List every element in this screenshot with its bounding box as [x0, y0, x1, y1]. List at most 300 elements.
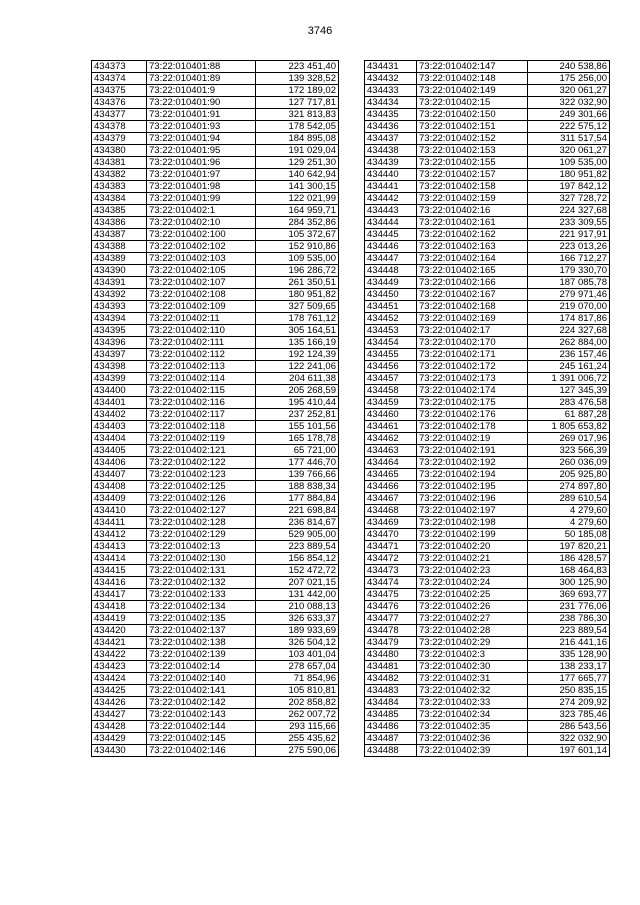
- cadastral-value-cell: 152 472,72: [256, 565, 339, 577]
- record-number-cell: 434383: [92, 181, 147, 193]
- cadastral-number-cell: 73:22:010402:27: [417, 613, 528, 625]
- record-number-cell: 434469: [365, 517, 417, 529]
- cadastral-value-cell: 196 286,72: [256, 265, 339, 277]
- cadastral-value-cell: 152 910,86: [256, 241, 339, 253]
- record-number-cell: 434393: [92, 301, 147, 313]
- record-number-cell: 434434: [365, 97, 417, 109]
- record-number-cell: 434391: [92, 277, 147, 289]
- cadastral-number-cell: 73:22:010402:118: [147, 421, 256, 433]
- cadastral-value-cell: 238 786,30: [528, 613, 610, 625]
- table-row: [365, 145, 610, 157]
- cadastral-number-cell: 73:22:010402:135: [147, 613, 256, 625]
- table-row: [365, 349, 610, 361]
- record-number-cell: 434465: [365, 469, 417, 481]
- record-number-cell: 434395: [92, 325, 147, 337]
- cadastral-number-cell: 73:22:010402:148: [417, 73, 528, 85]
- table-row: [92, 157, 339, 169]
- cadastral-value-cell: 236 157,46: [528, 349, 610, 361]
- table-row: [92, 505, 339, 517]
- cadastral-value-cell: 326 633,37: [256, 613, 339, 625]
- cadastral-number-cell: 73:22:010401:98: [147, 181, 256, 193]
- cadastral-number-cell: 73:22:010402:173: [417, 373, 528, 385]
- cadastral-number-cell: 73:22:010402:10: [147, 217, 256, 229]
- cadastral-number-cell: 73:22:010402:33: [417, 697, 528, 709]
- table-row: [365, 109, 610, 121]
- page-number: 3746: [307, 25, 333, 37]
- record-number-cell: 434412: [92, 529, 147, 541]
- cadastral-value-cell: 529 905,00: [256, 529, 339, 541]
- record-number-cell: 434389: [92, 253, 147, 265]
- table-row: [92, 637, 339, 649]
- table-row: [365, 481, 610, 493]
- record-number-cell: 434381: [92, 157, 147, 169]
- record-number-cell: 434386: [92, 217, 147, 229]
- cadastral-value-cell: 237 252,81: [256, 409, 339, 421]
- cadastral-value-cell: 223 013,26: [528, 241, 610, 253]
- table-row: [365, 577, 610, 589]
- cadastral-number-cell: 73:22:010402:192: [417, 457, 528, 469]
- record-number-cell: 434411: [92, 517, 147, 529]
- record-number-cell: 434373: [92, 61, 147, 73]
- cadastral-number-cell: 73:22:010402:130: [147, 553, 256, 565]
- cadastral-value-cell: 289 610,54: [528, 493, 610, 505]
- cadastral-value-cell: 139 328,52: [256, 73, 339, 85]
- record-number-cell: 434488: [365, 745, 417, 757]
- record-number-cell: 434406: [92, 457, 147, 469]
- table-row: [92, 361, 339, 373]
- record-number-cell: 434450: [365, 289, 417, 301]
- cadastral-number-cell: 73:22:010402:197: [417, 505, 528, 517]
- cadastral-value-cell: 327 509,65: [256, 301, 339, 313]
- table-row: [92, 469, 339, 481]
- cadastral-value-cell: 192 124,39: [256, 349, 339, 361]
- table-row: [365, 565, 610, 577]
- cadastral-number-cell: 73:22:010402:32: [417, 685, 528, 697]
- cadastral-number-cell: 73:22:010402:21: [417, 553, 528, 565]
- cadastral-number-cell: 73:22:010401:93: [147, 121, 256, 133]
- record-number-cell: 434425: [92, 685, 147, 697]
- cadastral-value-cell: 207 021,15: [256, 577, 339, 589]
- cadastral-value-cell: 261 350,51: [256, 277, 339, 289]
- table-row: [365, 613, 610, 625]
- record-number-cell: 434390: [92, 265, 147, 277]
- table-row: [365, 85, 610, 97]
- record-number-cell: 434432: [365, 73, 417, 85]
- cadastral-number-cell: 73:22:010402:125: [147, 481, 256, 493]
- record-number-cell: 434436: [365, 121, 417, 133]
- cadastral-number-cell: 73:22:010402:194: [417, 469, 528, 481]
- cadastral-value-cell: 177 665,77: [528, 673, 610, 685]
- cadastral-number-cell: 73:22:010401:90: [147, 97, 256, 109]
- cadastral-value-cell: 1 391 006,72: [528, 373, 610, 385]
- table-row: [92, 121, 339, 133]
- record-number-cell: 434449: [365, 277, 417, 289]
- cadastral-number-cell: 73:22:010402:109: [147, 301, 256, 313]
- cadastral-number-cell: 73:22:010402:1: [147, 205, 256, 217]
- record-number-cell: 434426: [92, 697, 147, 709]
- cadastral-number-cell: 73:22:010402:191: [417, 445, 528, 457]
- record-number-cell: 434388: [92, 241, 147, 253]
- record-number-cell: 434451: [365, 301, 417, 313]
- record-number-cell: 434376: [92, 97, 147, 109]
- cadastral-number-cell: 73:22:010402:167: [417, 289, 528, 301]
- table-row: [365, 373, 610, 385]
- cadastral-value-cell: 71 854,96: [256, 673, 339, 685]
- cadastral-number-cell: 73:22:010402:127: [147, 505, 256, 517]
- table-row: [92, 625, 339, 637]
- record-number-cell: 434399: [92, 373, 147, 385]
- record-number-cell: 434479: [365, 637, 417, 649]
- cadastral-number-cell: 73:22:010402:150: [417, 109, 528, 121]
- record-number-cell: 434374: [92, 73, 147, 85]
- cadastral-value-cell: 197 842,12: [528, 181, 610, 193]
- table-row: [365, 61, 610, 73]
- record-number-cell: 434440: [365, 169, 417, 181]
- cadastral-value-cell: 284 352,86: [256, 217, 339, 229]
- record-number-cell: 434437: [365, 133, 417, 145]
- table-row: [92, 193, 339, 205]
- table-row: [365, 637, 610, 649]
- cadastral-value-cell: 236 814,67: [256, 517, 339, 529]
- cadastral-number-cell: 73:22:010402:172: [417, 361, 528, 373]
- cadastral-number-cell: 73:22:010401:91: [147, 109, 256, 121]
- record-number-cell: 434453: [365, 325, 417, 337]
- table-row: [365, 133, 610, 145]
- cadastral-value-cell: 202 858,82: [256, 697, 339, 709]
- cadastral-number-cell: 73:22:010401:97: [147, 169, 256, 181]
- table-row: [92, 445, 339, 457]
- cadastral-number-cell: 73:22:010402:107: [147, 277, 256, 289]
- record-number-cell: 434384: [92, 193, 147, 205]
- record-number-cell: 434462: [365, 433, 417, 445]
- cadastral-value-cell: 293 115,66: [256, 721, 339, 733]
- cadastral-number-cell: 73:22:010402:13: [147, 541, 256, 553]
- table-row: [365, 517, 610, 529]
- cadastral-value-cell: 166 712,27: [528, 253, 610, 265]
- record-number-cell: 434413: [92, 541, 147, 553]
- table-row: [365, 649, 610, 661]
- record-number-cell: 434430: [92, 745, 147, 757]
- cadastral-number-cell: 73:22:010402:165: [417, 265, 528, 277]
- record-number-cell: 434429: [92, 733, 147, 745]
- table-row: [92, 397, 339, 409]
- cadastral-value-cell: 323 785,46: [528, 709, 610, 721]
- table-row: [92, 277, 339, 289]
- record-number-cell: 434435: [365, 109, 417, 121]
- cadastral-value-cell: 155 101,56: [256, 421, 339, 433]
- record-number-cell: 434487: [365, 733, 417, 745]
- cadastral-value-cell: 188 838,34: [256, 481, 339, 493]
- table-row: [365, 601, 610, 613]
- cadastral-number-cell: 73:22:010402:17: [417, 325, 528, 337]
- table-row: [365, 97, 610, 109]
- record-number-cell: 434470: [365, 529, 417, 541]
- cadastral-value-cell: 210 088,13: [256, 601, 339, 613]
- cadastral-number-cell: 73:22:010402:171: [417, 349, 528, 361]
- cadastral-number-cell: 73:22:010402:169: [417, 313, 528, 325]
- cadastral-number-cell: 73:22:010402:162: [417, 229, 528, 241]
- record-number-cell: 434382: [92, 169, 147, 181]
- record-number-cell: 434475: [365, 589, 417, 601]
- right-register-table: [364, 60, 610, 757]
- cadastral-value-cell: 105 372,67: [256, 229, 339, 241]
- record-number-cell: 434447: [365, 253, 417, 265]
- record-number-cell: 434455: [365, 349, 417, 361]
- cadastral-value-cell: 279 971,46: [528, 289, 610, 301]
- table-row: [92, 85, 339, 97]
- record-number-cell: 434454: [365, 337, 417, 349]
- cadastral-number-cell: 73:22:010402:26: [417, 601, 528, 613]
- cadastral-value-cell: 255 435,62: [256, 733, 339, 745]
- record-number-cell: 434378: [92, 121, 147, 133]
- table-row: [365, 745, 610, 757]
- cadastral-value-cell: 177 884,84: [256, 493, 339, 505]
- cadastral-value-cell: 50 185,08: [528, 529, 610, 541]
- table-row: [92, 301, 339, 313]
- record-number-cell: 434379: [92, 133, 147, 145]
- cadastral-value-cell: 141 300,15: [256, 181, 339, 193]
- record-number-cell: 434443: [365, 205, 417, 217]
- left-register-table: [91, 60, 339, 757]
- record-number-cell: 434445: [365, 229, 417, 241]
- record-number-cell: 434483: [365, 685, 417, 697]
- table-row: [365, 709, 610, 721]
- cadastral-number-cell: 73:22:010402:100: [147, 229, 256, 241]
- cadastral-number-cell: 73:22:010402:16: [417, 205, 528, 217]
- table-row: [365, 385, 610, 397]
- record-number-cell: 434482: [365, 673, 417, 685]
- record-number-cell: 434422: [92, 649, 147, 661]
- table-row: [92, 325, 339, 337]
- record-number-cell: 434486: [365, 721, 417, 733]
- record-number-cell: 434394: [92, 313, 147, 325]
- table-row: [365, 457, 610, 469]
- cadastral-value-cell: 204 611,38: [256, 373, 339, 385]
- cadastral-number-cell: 73:22:010402:147: [417, 61, 528, 73]
- table-row: [92, 217, 339, 229]
- record-number-cell: 434415: [92, 565, 147, 577]
- record-number-cell: 434409: [92, 493, 147, 505]
- cadastral-value-cell: 275 590,06: [256, 745, 339, 757]
- cadastral-number-cell: 73:22:010402:159: [417, 193, 528, 205]
- table-row: [365, 241, 610, 253]
- cadastral-number-cell: 73:22:010402:146: [147, 745, 256, 757]
- cadastral-number-cell: 73:22:010402:198: [417, 517, 528, 529]
- cadastral-value-cell: 140 642,94: [256, 169, 339, 181]
- cadastral-number-cell: 73:22:010402:36: [417, 733, 528, 745]
- cadastral-value-cell: 191 029,04: [256, 145, 339, 157]
- cadastral-value-cell: 103 401,04: [256, 649, 339, 661]
- cadastral-number-cell: 73:22:010402:110: [147, 325, 256, 337]
- cadastral-number-cell: 73:22:010402:105: [147, 265, 256, 277]
- cadastral-value-cell: 300 125,90: [528, 577, 610, 589]
- record-number-cell: 434484: [365, 697, 417, 709]
- cadastral-value-cell: 122 241,06: [256, 361, 339, 373]
- cadastral-number-cell: 73:22:010402:166: [417, 277, 528, 289]
- table-row: [92, 577, 339, 589]
- cadastral-value-cell: 231 776,06: [528, 601, 610, 613]
- table-row: [365, 325, 610, 337]
- table-row: [92, 721, 339, 733]
- cadastral-value-cell: 139 766,66: [256, 469, 339, 481]
- table-row: [365, 697, 610, 709]
- record-number-cell: 434402: [92, 409, 147, 421]
- record-number-cell: 434408: [92, 481, 147, 493]
- cadastral-value-cell: 222 575,12: [528, 121, 610, 133]
- cadastral-number-cell: 73:22:010402:151: [417, 121, 528, 133]
- table-row: [92, 649, 339, 661]
- cadastral-value-cell: 197 601,14: [528, 745, 610, 757]
- table-row: [365, 253, 610, 265]
- record-number-cell: 434446: [365, 241, 417, 253]
- cadastral-value-cell: 135 166,19: [256, 337, 339, 349]
- cadastral-number-cell: 73:22:010402:29: [417, 637, 528, 649]
- cadastral-value-cell: 205 268,59: [256, 385, 339, 397]
- cadastral-number-cell: 73:22:010402:15: [417, 97, 528, 109]
- cadastral-number-cell: 73:22:010402:163: [417, 241, 528, 253]
- table-row: [92, 385, 339, 397]
- cadastral-value-cell: 249 301,66: [528, 109, 610, 121]
- record-number-cell: 434387: [92, 229, 147, 241]
- table-row: [92, 613, 339, 625]
- table-row: [365, 193, 610, 205]
- record-number-cell: 434458: [365, 385, 417, 397]
- cadastral-value-cell: 138 233,17: [528, 661, 610, 673]
- record-number-cell: 434456: [365, 361, 417, 373]
- cadastral-value-cell: 240 538,86: [528, 61, 610, 73]
- record-number-cell: 434433: [365, 85, 417, 97]
- record-number-cell: 434419: [92, 613, 147, 625]
- cadastral-number-cell: 73:22:010402:141: [147, 685, 256, 697]
- cadastral-number-cell: 73:22:010402:164: [417, 253, 528, 265]
- cadastral-number-cell: 73:22:010402:102: [147, 241, 256, 253]
- cadastral-number-cell: 73:22:010402:199: [417, 529, 528, 541]
- table-row: [92, 661, 339, 673]
- cadastral-value-cell: 205 925,80: [528, 469, 610, 481]
- record-number-cell: 434464: [365, 457, 417, 469]
- record-number-cell: 434396: [92, 337, 147, 349]
- cadastral-value-cell: 262 007,72: [256, 709, 339, 721]
- cadastral-value-cell: 61 887,28: [528, 409, 610, 421]
- record-number-cell: 434414: [92, 553, 147, 565]
- cadastral-value-cell: 195 410,44: [256, 397, 339, 409]
- cadastral-value-cell: 4 279,60: [528, 517, 610, 529]
- cadastral-number-cell: 73:22:010402:20: [417, 541, 528, 553]
- cadastral-number-cell: 73:22:010402:25: [417, 589, 528, 601]
- table-row: [365, 505, 610, 517]
- table-row: [365, 337, 610, 349]
- record-number-cell: 434404: [92, 433, 147, 445]
- table-row: [365, 625, 610, 637]
- table-row: [92, 709, 339, 721]
- record-number-cell: 434418: [92, 601, 147, 613]
- cadastral-value-cell: 127 717,81: [256, 97, 339, 109]
- record-number-cell: 434459: [365, 397, 417, 409]
- cadastral-value-cell: 131 442,00: [256, 589, 339, 601]
- record-number-cell: 434428: [92, 721, 147, 733]
- cadastral-number-cell: 73:22:010401:89: [147, 73, 256, 85]
- table-row: [365, 673, 610, 685]
- cadastral-value-cell: 250 835,15: [528, 685, 610, 697]
- table-row: [365, 409, 610, 421]
- cadastral-number-cell: 73:22:010402:178: [417, 421, 528, 433]
- table-row: [92, 517, 339, 529]
- table-row: [365, 361, 610, 373]
- cadastral-number-cell: 73:22:010402:122: [147, 457, 256, 469]
- record-number-cell: 434401: [92, 397, 147, 409]
- cadastral-number-cell: 73:22:010402:168: [417, 301, 528, 313]
- cadastral-number-cell: 73:22:010402:116: [147, 397, 256, 409]
- cadastral-value-cell: 269 017,96: [528, 433, 610, 445]
- table-row: [365, 541, 610, 553]
- table-row: [365, 685, 610, 697]
- record-number-cell: 434427: [92, 709, 147, 721]
- table-row: [92, 205, 339, 217]
- cadastral-number-cell: 73:22:010401:94: [147, 133, 256, 145]
- cadastral-number-cell: 73:22:010402:132: [147, 577, 256, 589]
- record-number-cell: 434397: [92, 349, 147, 361]
- table-row: [92, 493, 339, 505]
- cadastral-value-cell: 221 917,91: [528, 229, 610, 241]
- cadastral-number-cell: 73:22:010402:155: [417, 157, 528, 169]
- table-row: [365, 205, 610, 217]
- table-row: [92, 337, 339, 349]
- record-number-cell: 434468: [365, 505, 417, 517]
- cadastral-number-cell: 73:22:010402:175: [417, 397, 528, 409]
- cadastral-value-cell: 223 451,40: [256, 61, 339, 73]
- cadastral-number-cell: 73:22:010402:138: [147, 637, 256, 649]
- record-number-cell: 434474: [365, 577, 417, 589]
- cadastral-number-cell: 73:22:010402:133: [147, 589, 256, 601]
- cadastral-number-cell: 73:22:010402:196: [417, 493, 528, 505]
- cadastral-value-cell: 223 889,54: [256, 541, 339, 553]
- cadastral-number-cell: 73:22:010401:9: [147, 85, 256, 97]
- cadastral-number-cell: 73:22:010402:153: [417, 145, 528, 157]
- table-row: [92, 685, 339, 697]
- cadastral-number-cell: 73:22:010402:137: [147, 625, 256, 637]
- cadastral-number-cell: 73:22:010402:39: [417, 745, 528, 757]
- table-row: [365, 421, 610, 433]
- record-number-cell: 434375: [92, 85, 147, 97]
- cadastral-number-cell: 73:22:010402:149: [417, 85, 528, 97]
- cadastral-value-cell: 322 032,90: [528, 97, 610, 109]
- cadastral-number-cell: 73:22:010402:3: [417, 649, 528, 661]
- cadastral-value-cell: 326 504,12: [256, 637, 339, 649]
- cadastral-value-cell: 65 721,00: [256, 445, 339, 457]
- cadastral-number-cell: 73:22:010402:139: [147, 649, 256, 661]
- cadastral-value-cell: 105 810,81: [256, 685, 339, 697]
- record-number-cell: 434448: [365, 265, 417, 277]
- table-row: [92, 289, 339, 301]
- record-number-cell: 434410: [92, 505, 147, 517]
- cadastral-value-cell: 216 441,16: [528, 637, 610, 649]
- cadastral-number-cell: 73:22:010402:176: [417, 409, 528, 421]
- cadastral-value-cell: 322 032,90: [528, 733, 610, 745]
- table-row: [92, 169, 339, 181]
- cadastral-value-cell: 197 820,21: [528, 541, 610, 553]
- table-row: [92, 697, 339, 709]
- cadastral-number-cell: 73:22:010402:152: [417, 133, 528, 145]
- table-row: [92, 253, 339, 265]
- cadastral-number-cell: 73:22:010402:158: [417, 181, 528, 193]
- record-number-cell: 434452: [365, 313, 417, 325]
- table-row: [365, 265, 610, 277]
- cadastral-value-cell: 274 209,92: [528, 697, 610, 709]
- record-number-cell: 434461: [365, 421, 417, 433]
- table-row: [365, 553, 610, 565]
- cadastral-value-cell: 305 164,51: [256, 325, 339, 337]
- table-row: [365, 469, 610, 481]
